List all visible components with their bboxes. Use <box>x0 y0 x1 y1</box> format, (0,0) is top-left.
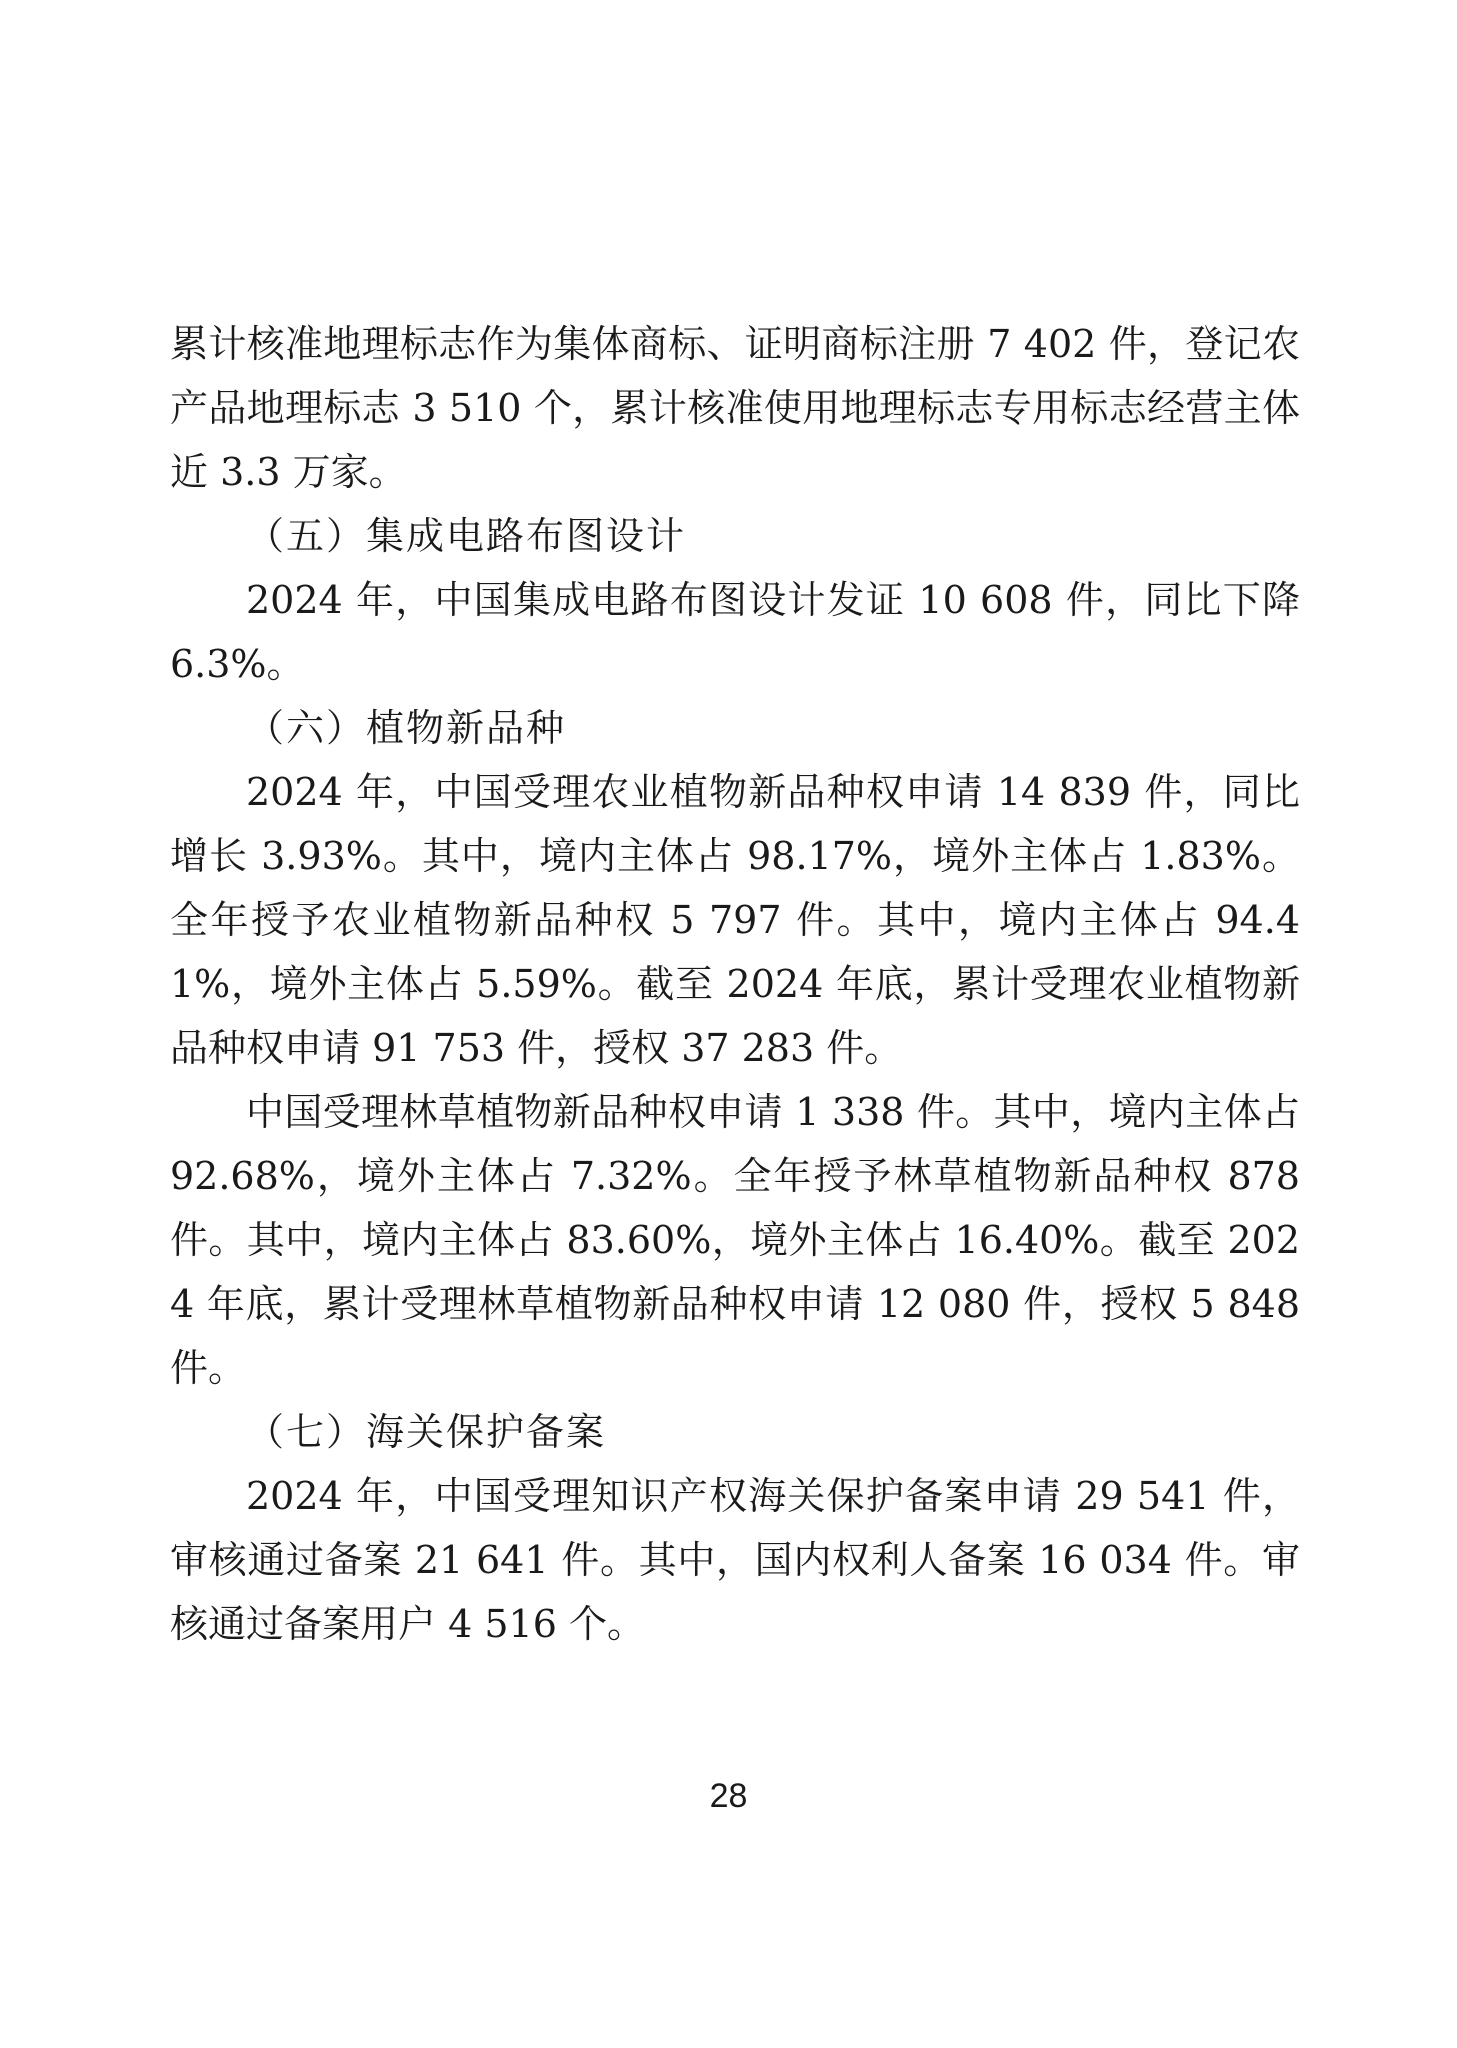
paragraph-agricultural-plant-varieties: 2024 年，中国受理农业植物新品种权申请 14 839 件，同比增长 3.93%。其中，境内主体占 98.17%，境外主体占 1.83%。全年授予农业植物新品种权 5 797 件。其中，境内主体占 94.41%，境外主体占 5.59%。截至 2024 年底，累计受理农业植物新品种权申请 91 753 件，授权 37 283 件。 <box>170 770 1300 1070</box>
paragraph-ic-layout-design: 2024 年，中国集成电路布图设计发证 10 608 件，同比下降 6.3%。 <box>170 578 1300 686</box>
page-number: 28 <box>709 1777 748 1815</box>
section-heading-ic-layout-design: （五）集成电路布图设计 <box>246 514 687 558</box>
section-heading-customs-protection: （七）海关保护备案 <box>246 1410 607 1454</box>
paragraph-forestry-plant-varieties: 中国受理林草植物新品种权申请 1 338 件。其中，境内主体占 92.68%，境外主体占 7.32%。全年授予林草植物新品种权 878 件。其中，境内主体占 83.60%，境外主体占 16.40%。截至 2024 年底，累计受理林草植物新品种权申请 12 080 件，授权 5 848 件。 <box>170 1090 1300 1390</box>
paragraph-geographical-indications: 累计核准地理标志作为集体商标、证明商标注册 7 402 件，登记农产品地理标志 3 510 个，累计核准使用地理标志专用标志经营主体近 3.3 万家。 <box>170 322 1300 494</box>
section-heading-plant-varieties: （六）植物新品种 <box>246 706 567 750</box>
paragraph-customs-protection: 2024 年，中国受理知识产权海关保护备案申请 29 541 件，审核通过备案 21 641 件。其中，国内权利人备案 16 034 件。审核通过备案用户 4 516 个。 <box>170 1474 1300 1646</box>
page-content <box>170 312 1300 1656</box>
